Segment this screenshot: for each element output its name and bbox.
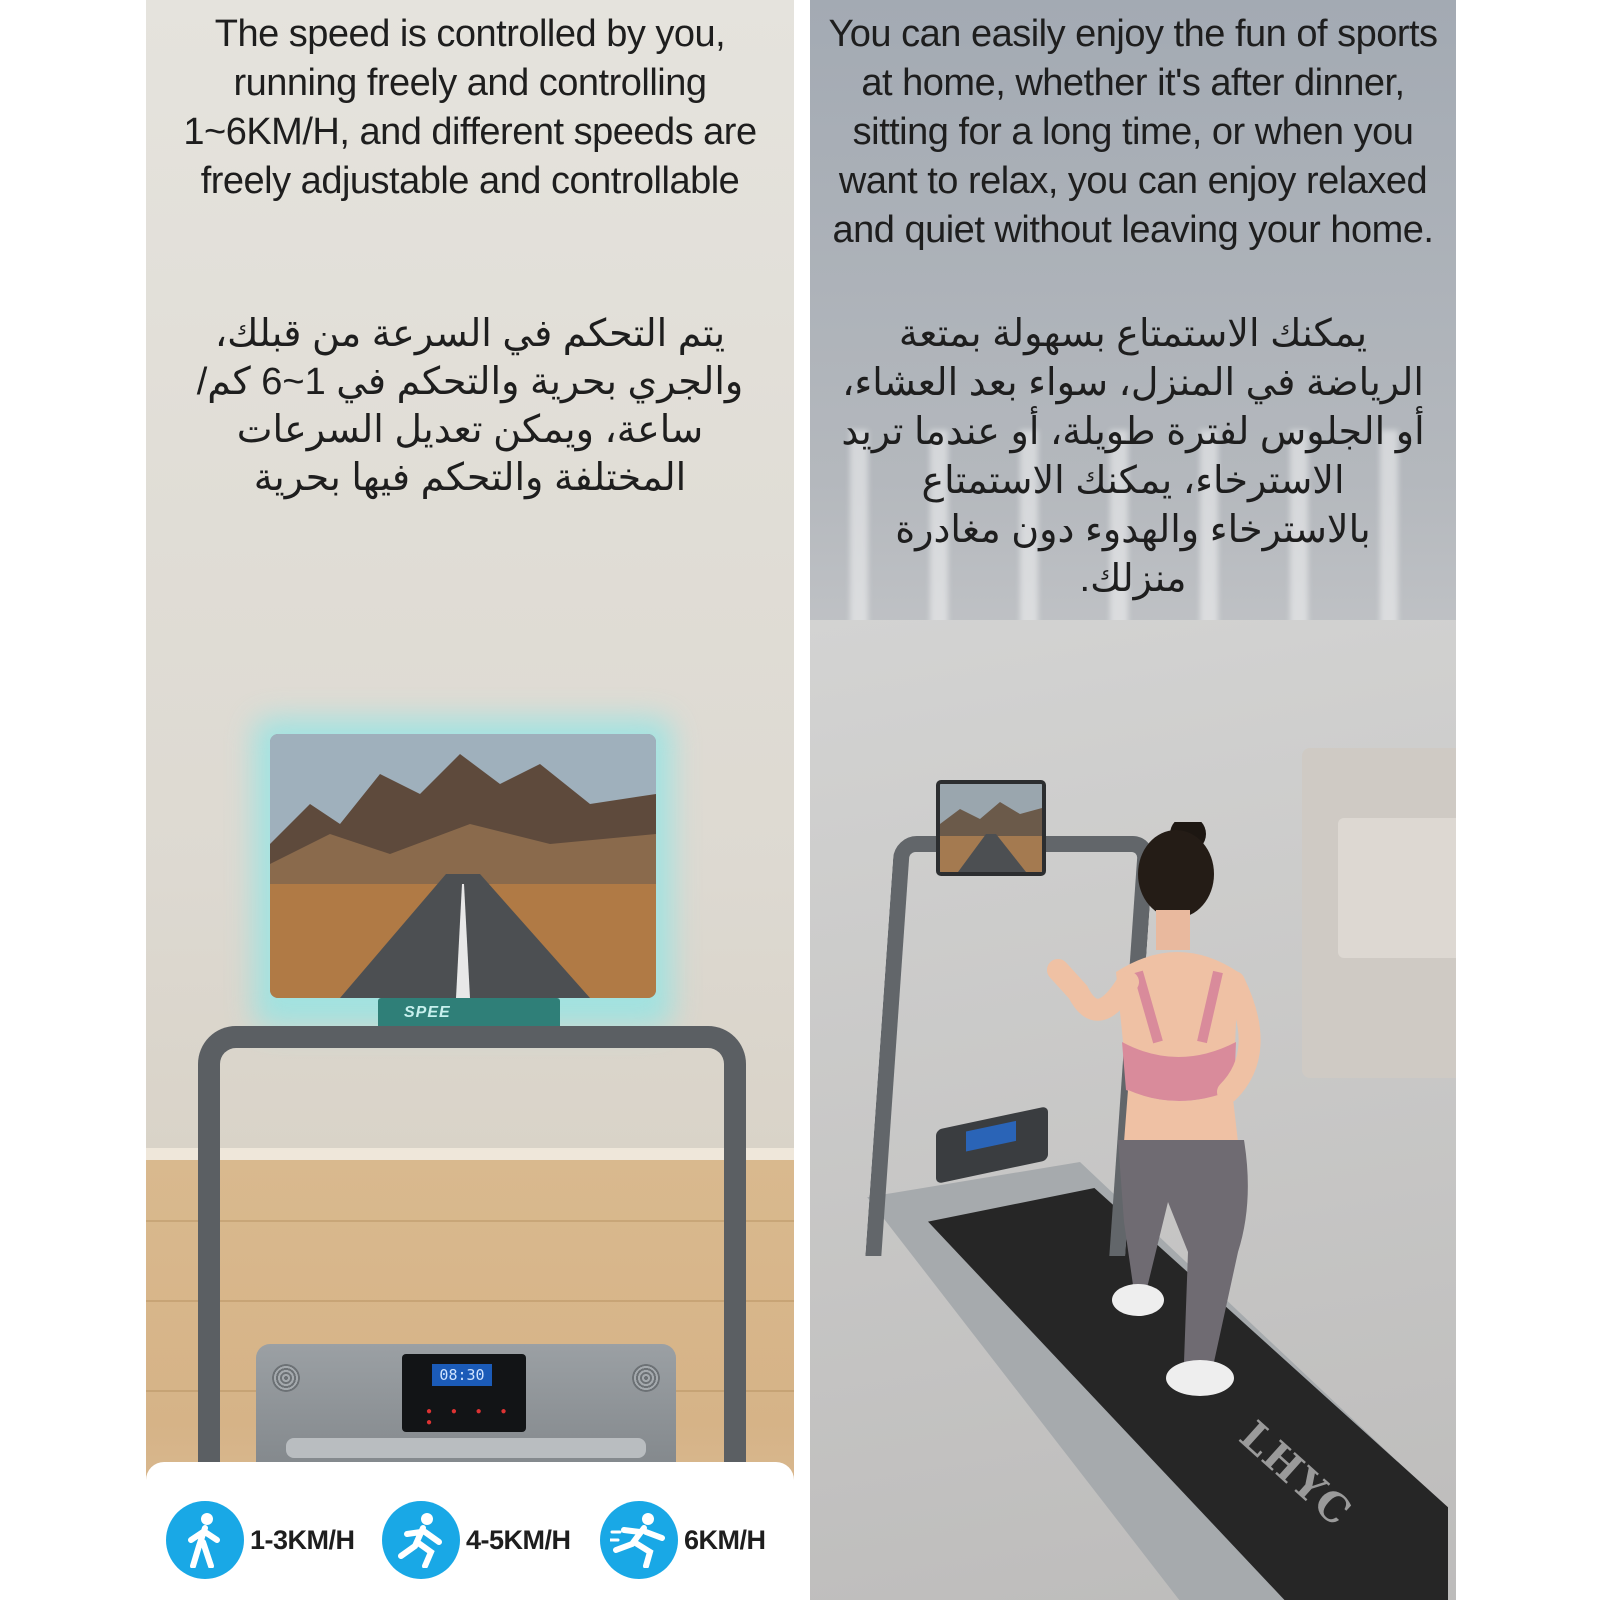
speed-mode-label: 6KM/H	[684, 1524, 766, 1555]
console-time: 08:30	[432, 1364, 492, 1386]
treadmill-deck	[286, 1438, 646, 1458]
running-icon	[600, 1501, 678, 1579]
stand-label: SPEE	[404, 1004, 451, 1021]
left-arabic-text: يتم التحكم في السرعة من قبلك، والجري بحرية والتحكم في 1~6 كم/ساعة، ويمكن تعديل السرعات المختلفة والتحكم فيها بحرية	[196, 313, 744, 499]
walking-icon	[166, 1501, 244, 1579]
speaker-icon	[632, 1364, 660, 1392]
speed-mode-label: 4-5KM/H	[466, 1524, 571, 1555]
speed-mode-1	[166, 1500, 355, 1580]
right-arabic-text: يمكنك الاستمتاع بسهولة بمتعة الرياضة في المنزل، سواء بعد العشاء، أو الجلوس لفترة طويلة، أو عندما تريد الاسترخاء، يمكنك الاستمتاع بالاسترخاء والهدوء دون مغادرة منزلك.	[841, 313, 1425, 600]
right-panel	[810, 0, 1456, 1600]
right-english-text: You can easily enjoy the fun of sports at home, whether it's after dinner, sitting for a long time, or when you want to relax, you can enjoy relaxed and quiet without leaving your home.	[828, 13, 1438, 251]
speed-mode-2	[382, 1500, 571, 1580]
console-buttons: ● ● ● ● ●	[426, 1406, 515, 1428]
tablet-image	[936, 780, 1046, 876]
woman-running-figure	[1038, 822, 1378, 1452]
brand-logo: LHYC	[1230, 1412, 1362, 1537]
console-display	[402, 1354, 526, 1432]
tablet-landscape-image	[270, 734, 656, 998]
speed-mode-3	[600, 1500, 766, 1580]
jogging-icon	[382, 1501, 460, 1579]
speed-mode-label: 1-3KM/H	[250, 1524, 355, 1555]
left-panel	[146, 0, 794, 1600]
speaker-icon	[272, 1364, 300, 1392]
console-display	[966, 1121, 1016, 1152]
left-english-text: The speed is controlled by you, running freely and controlling 1~6KM/H, and different speeds are freely adjustable and controllable	[183, 13, 757, 202]
